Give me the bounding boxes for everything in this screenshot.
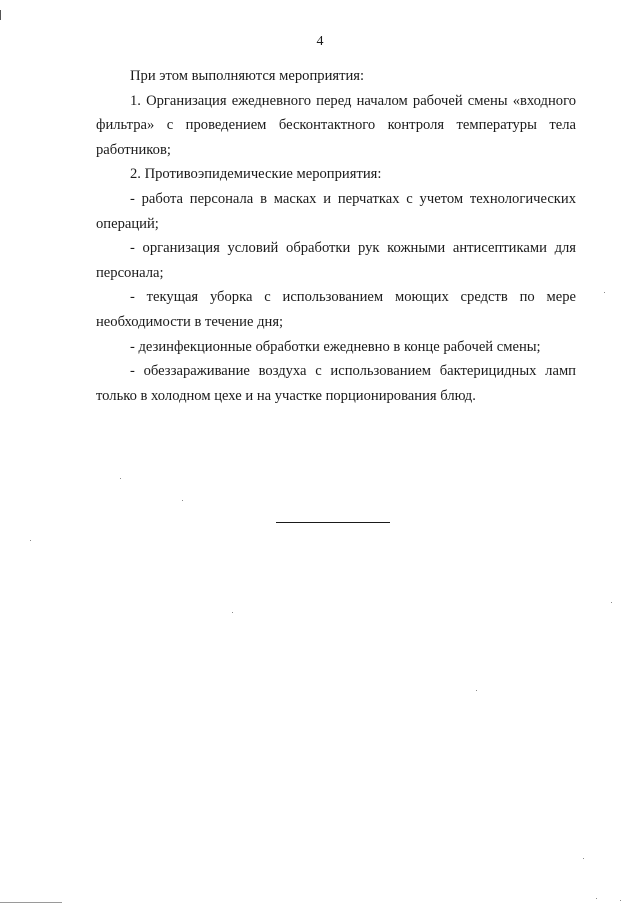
scan-speck — [604, 292, 605, 293]
scan-speck — [583, 858, 584, 859]
scan-edge-mark — [0, 10, 1, 20]
page-number: 4 — [316, 34, 324, 49]
scan-speck — [182, 500, 183, 501]
separator-line — [276, 522, 390, 523]
bullet-disinfection: - дезинфекционные обработки ежедневно в конце рабочей смены; — [130, 338, 541, 355]
scan-bottom-edge — [0, 902, 62, 903]
scan-speck — [611, 602, 612, 603]
bullet-masks-gloves: - работа персонала в масках и перчатках с учетом технологических операций; — [96, 190, 576, 232]
scan-speck — [232, 612, 233, 613]
bullet-air-disinfection: - обеззараживание воздуха с использованием бактерицидных ламп только в холодном цехе и на участке порционирования блюд. — [96, 363, 576, 404]
bullet-cleaning: - текущая уборка с использованием моющих средств по мере необходимости в течение дня; — [96, 289, 576, 330]
scan-speck — [476, 690, 477, 691]
bullet-hand-antiseptics: - организация условий обработки рук кожными антисептиками для персонала; — [96, 240, 576, 281]
item-1-entry-filter: 1. Организация ежедневного перед началом рабочей смены «входного фильтра» с проведением бесконтактного контроля температуры тела работников; — [96, 92, 576, 158]
scan-speck — [30, 540, 31, 541]
intro-paragraph: При этом выполняются мероприятия: — [130, 68, 365, 84]
document-body — [96, 64, 576, 408]
item-2-heading: 2. Противоэпидемические мероприятия: — [130, 166, 382, 183]
scan-speck — [620, 900, 621, 901]
scan-speck — [120, 478, 121, 479]
scan-speck — [596, 898, 597, 899]
